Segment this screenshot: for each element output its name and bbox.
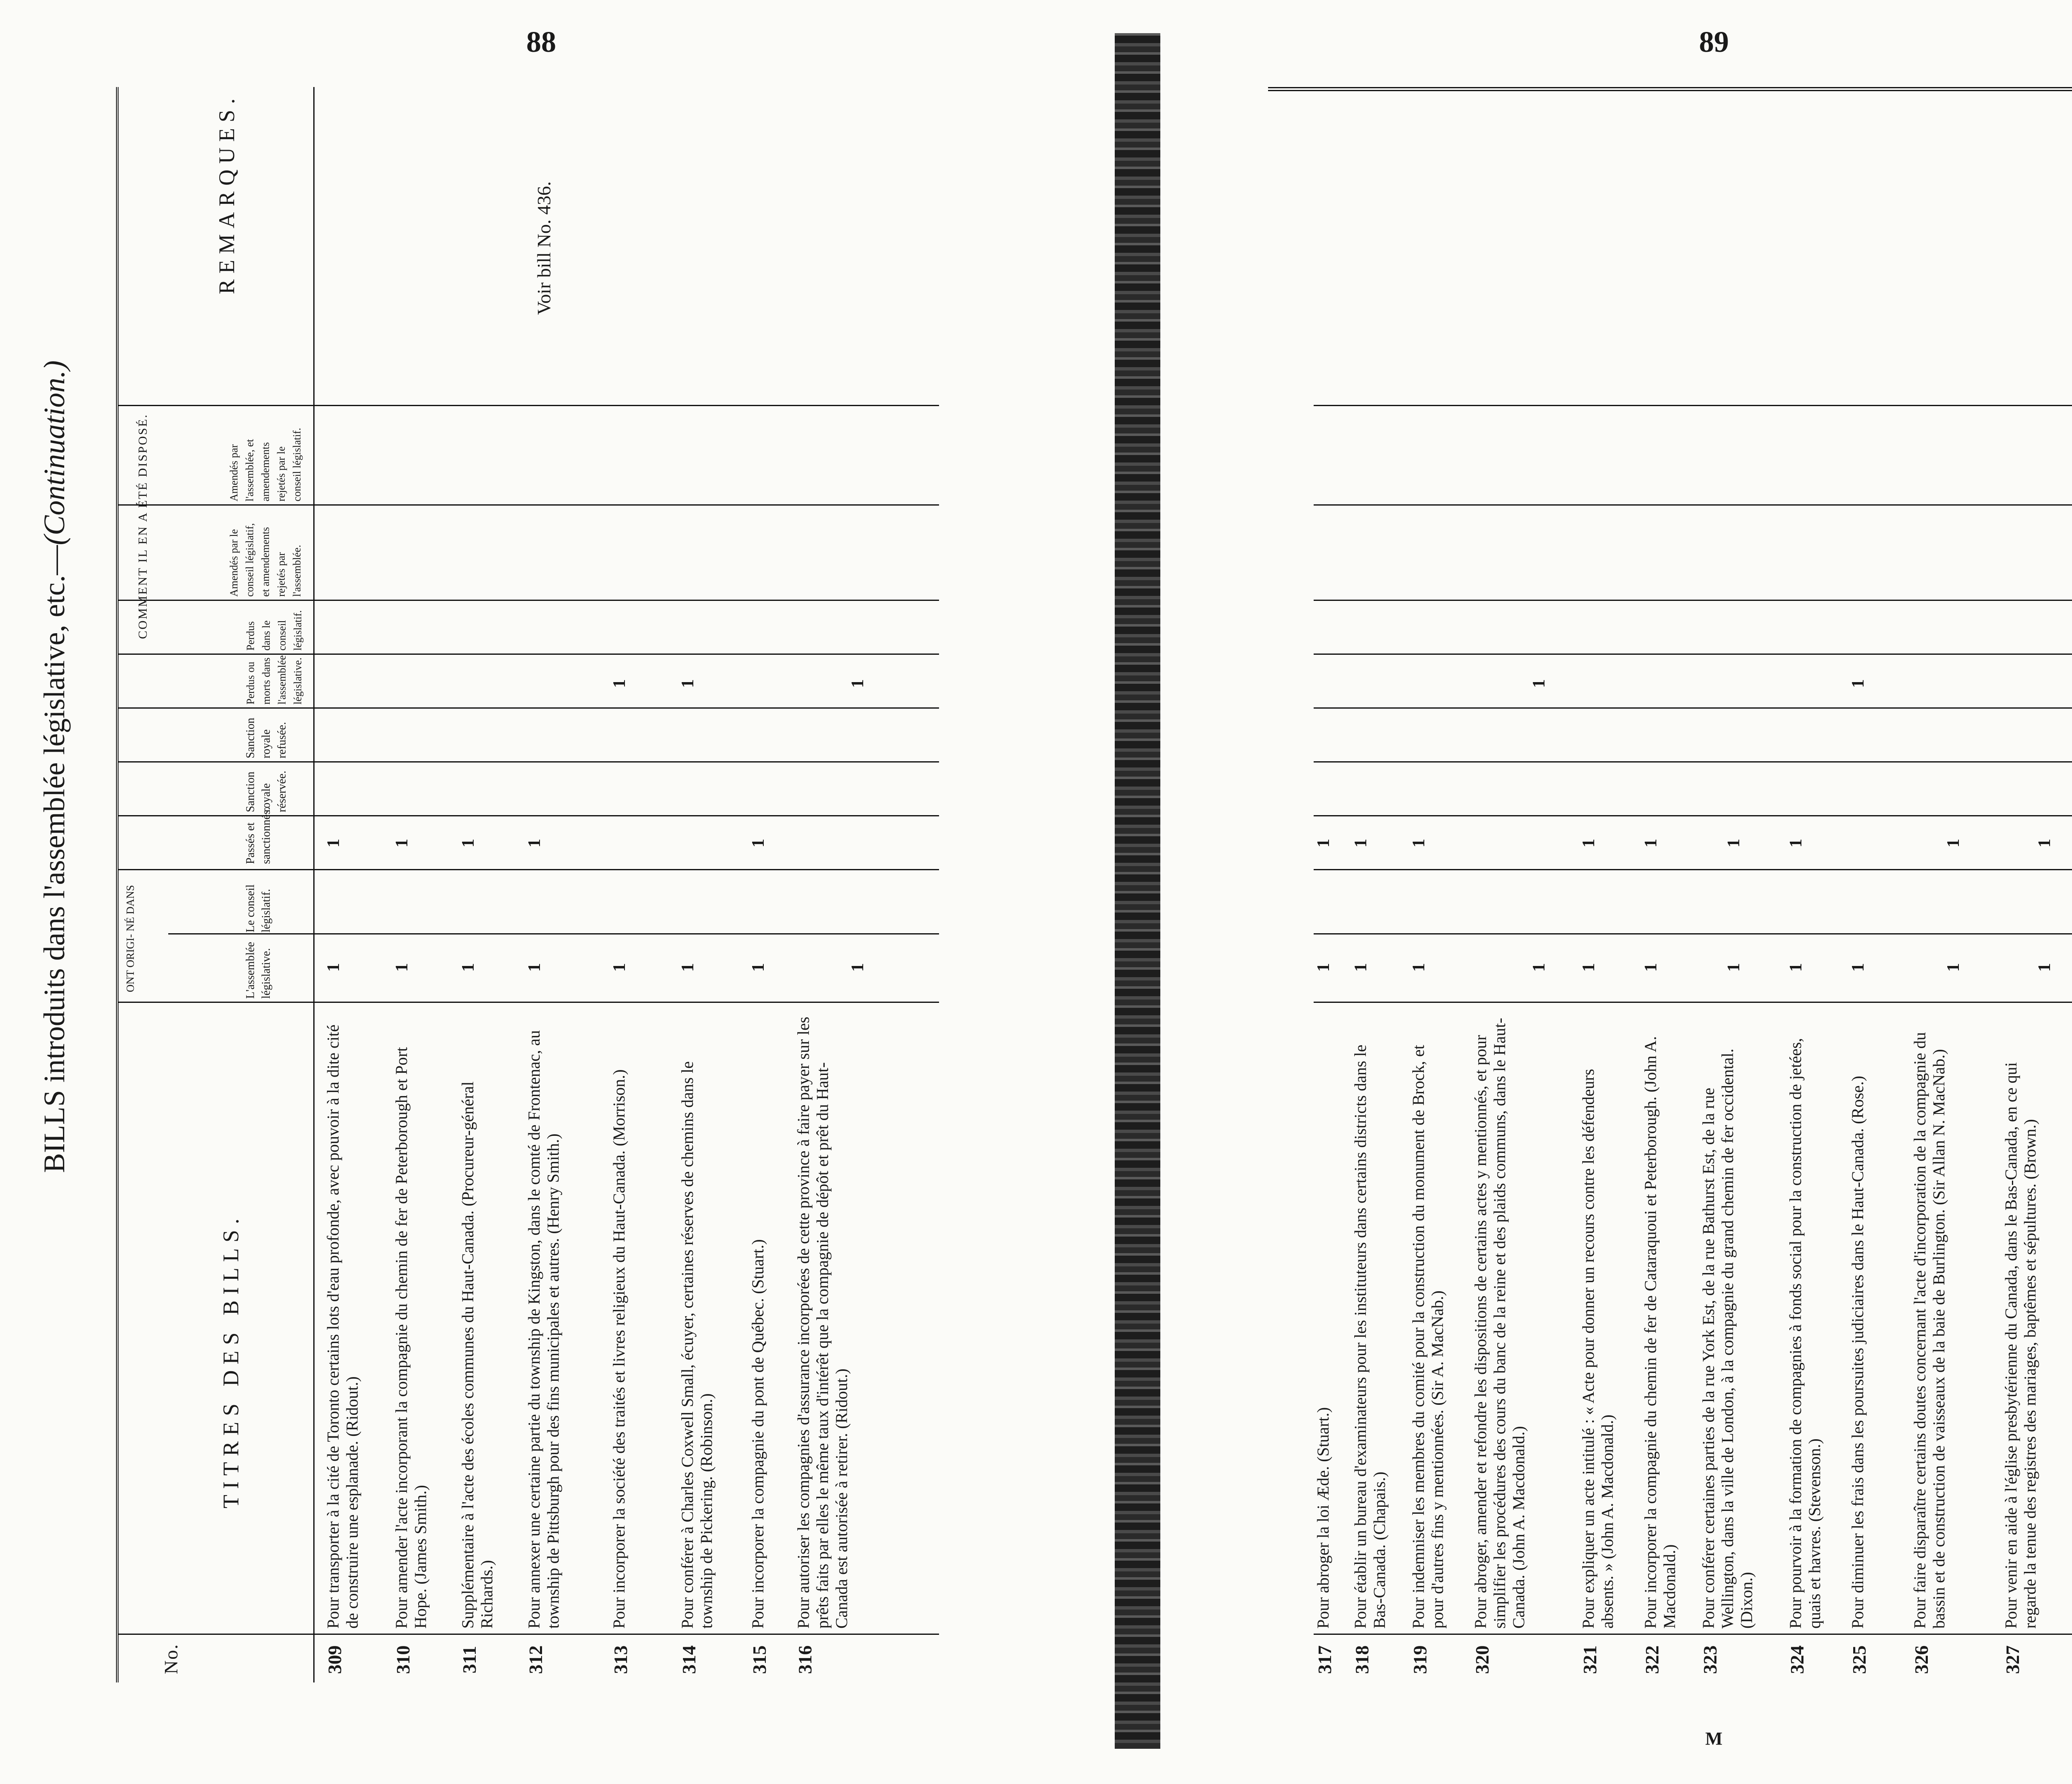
bill-title: Supplémentaire à l'acte des écoles communes du Haut-Canada. (Procureur-général Richards.) — [458, 1081, 496, 1629]
book-gutter — [1115, 33, 1160, 1749]
mark-perdus: 1 — [848, 679, 867, 688]
col-rule — [119, 707, 939, 709]
mark-passes: 1 — [2035, 839, 2054, 847]
col-rule — [119, 600, 939, 601]
mark-passes: 1 — [324, 839, 343, 847]
mark-passes: 1 — [525, 839, 544, 847]
bill-title: Pour expliquer un acte intitulé : « Acte pour donner un recours contre les défendeurs absents. » (John A. Macdonald.) — [1579, 1069, 1617, 1629]
signature-mark: M — [1705, 1728, 1723, 1749]
mark-assemblee: 1 — [1579, 963, 1598, 972]
bill-title: Pour transporter à la cité de Toronto certains lots d'eau profonde, avec pouvoir à la dite cité de construire une esplanade. (Ridout.) — [324, 1024, 361, 1629]
header-conseil: Le conseil législatif. — [244, 884, 273, 932]
page-number: 89 — [1699, 25, 1729, 58]
bills-table — [1314, 87, 2072, 1682]
header-comment: COMMENT IL EN A ÉTÉ DISPOSÉ. — [136, 413, 150, 639]
col-rule — [119, 869, 939, 870]
mark-perdus: 1 — [1849, 679, 1868, 688]
col-rule — [119, 405, 939, 406]
col-rule — [1314, 707, 2072, 709]
mark-passes: 1 — [459, 839, 478, 847]
mark-assemblee: 1 — [1944, 963, 1963, 972]
mark-passes: 1 — [749, 839, 768, 847]
header-assemblee: L'assemblée législative. — [244, 942, 273, 999]
header-amendes-conseil: Amendés par le conseil législatif, et amendements rejetés par l'assemblée. — [228, 523, 303, 597]
bill-title: Pour abroger la loi Æde. (Stuart.) — [1314, 1407, 1332, 1629]
right-rotated-table — [1185, 50, 2072, 1707]
bill-number: 313 — [610, 1645, 631, 1674]
col-rule — [119, 654, 939, 655]
bill-title: Pour annexer une certaine partie du township de Kingston, dans le comté de Frontenac, au township de Pittsburgh pour des fins municipales et autres. (Henry Smith.) — [525, 1030, 562, 1629]
col-rule — [1314, 1002, 2072, 1003]
header-perdus-conseil: Perdus dans le conseil législatif. — [244, 610, 304, 651]
bill-number: 309 — [324, 1645, 345, 1674]
mark-assemblee: 1 — [392, 963, 411, 972]
bill-title: Pour incorporer la compagnie du chemin de fer de Cataraquoui et Peterborough. (John A. Macdonald.) — [1641, 1036, 1679, 1629]
remark-text: Voir bill No. 436. — [533, 181, 554, 315]
bill-title: Pour incorporer la société des traités et livres religieux du Haut-Canada. (Morrison.) — [610, 1069, 628, 1629]
mark-assemblee: 1 — [525, 963, 544, 972]
bill-number: 317 — [1314, 1645, 1335, 1674]
mark-passes: 1 — [1314, 839, 1333, 847]
mark-assemblee: 1 — [324, 963, 343, 972]
bill-title: Pour conférer certaines parties de la rue York Est, de la rue Bathurst Est, de la rue Wellington, dans la ville de London, à la compagnie du grand chemin de fer occidental. (Dixon.) — [1699, 1048, 1756, 1629]
col-rule — [119, 761, 939, 762]
mark-assemblee: 1 — [1724, 963, 1743, 972]
bill-title: Pour amender l'acte incorporant la compagnie du chemin de fer de Peterborough et Port Hope. (James Smith.) — [392, 1047, 430, 1629]
left-rotated-table — [0, 50, 995, 1707]
col-rule — [1314, 869, 2072, 870]
running-title-continuation: (Continuation.) — [38, 360, 71, 545]
mark-passes: 1 — [1786, 839, 1806, 847]
col-rule — [1314, 1634, 2072, 1635]
header-remarques: REMARQUES. — [214, 92, 239, 294]
col-rule — [119, 815, 939, 816]
bill-title: Pour abroger, amender et refondre les dispositions de certains actes y mentionnés, et pour simplifier les procédures des cours du banc de la reine et des plaids communs, dans le Haut-Canada. (John A. Macdonald.) — [1471, 1017, 1528, 1629]
bill-number: 311 — [459, 1646, 480, 1674]
bill-title: Pour venir en aide à l'église presbytérienne du Canada, dans le Bas-Canada, en ce qui regarde la tenue des registres des mariages, baptêmes et sépultures. (Brown.) — [2002, 1062, 2039, 1629]
mark-assemblee: 1 — [678, 963, 697, 972]
mark-assemblee: 1 — [459, 963, 478, 972]
mark-passes: 1 — [1351, 839, 1370, 847]
bill-title: Pour faire disparaître certains doutes concernant l'acte d'incorporation de la compagnie du bassin et de construction de vaisseaux de la baie de Burlington. (Sir Allan N. MacNab.) — [1910, 1032, 1948, 1629]
col-rule — [1314, 933, 2072, 934]
mark-assemblee: 1 — [1641, 963, 1661, 972]
bill-number: 323 — [1699, 1645, 1721, 1674]
mark-perdus: 1 — [678, 679, 697, 688]
bill-number: 315 — [749, 1645, 770, 1674]
col-rule — [1314, 405, 2072, 406]
header-reservee: Sanction royale réservée. — [244, 770, 288, 812]
mark-assemblee: 1 — [1314, 963, 1333, 972]
bill-title: Pour établir un bureau d'examinateurs pour les instituteurs dans certains districts dans le Bas-Canada. (Chapais.) — [1351, 1044, 1389, 1629]
header-refusee: Sanction royale refusée. — [244, 718, 288, 758]
mark-assemblee: 1 — [2035, 963, 2054, 972]
bill-number: 324 — [1786, 1645, 1808, 1674]
running-title — [37, 41, 72, 1492]
bill-number: 319 — [1409, 1645, 1431, 1674]
header-amendes-assemblee: Amendés par l'assemblée, et amendements rejetés par le conseil législatif. — [228, 428, 303, 501]
bill-number: 325 — [1849, 1645, 1870, 1674]
header-ont-origine: ONT ORIGI- NÉ DANS — [124, 885, 136, 992]
col-rule — [119, 504, 939, 506]
bill-number: 318 — [1351, 1645, 1372, 1674]
col-rule — [1314, 815, 2072, 816]
bill-number: 322 — [1641, 1645, 1663, 1674]
bill-title: Pour pourvoir à la formation de compagnies à fonds social pour la construction de jetées, quais et havres. (Stevenson.) — [1786, 1038, 1824, 1629]
mark-assemblee: 1 — [1786, 963, 1806, 972]
bills-table — [116, 87, 939, 1682]
mark-assemblee: 1 — [1530, 963, 1549, 972]
mark-passes: 1 — [1409, 839, 1428, 847]
col-rule — [119, 1002, 939, 1003]
mark-passes: 1 — [392, 839, 411, 847]
bill-number: 310 — [392, 1645, 414, 1674]
bill-title: Pour diminuer les frais dans les poursuites judiciaires dans le Haut-Canada. (Rose.) — [1848, 1075, 1867, 1629]
mark-assemblee: 1 — [848, 963, 867, 972]
page-number: 88 — [526, 25, 556, 58]
bill-number: 326 — [1911, 1645, 1932, 1674]
col-rule — [1314, 600, 2072, 601]
col-rule — [1314, 504, 2072, 506]
bill-title: Pour indemniser les membres du comité pour la construction du monument de Brock, et pour d'autres fins y mentionnées. (Sir A. MacNab.) — [1409, 1045, 1447, 1629]
col-rule — [119, 1634, 939, 1635]
header-no: No. — [160, 1644, 182, 1674]
right-page — [1185, 0, 2072, 1784]
header-divider — [313, 87, 315, 1682]
mark-perdus: 1 — [1530, 679, 1549, 688]
mark-assemblee: 1 — [749, 963, 768, 972]
bill-number: 321 — [1579, 1645, 1600, 1674]
bill-title: Pour incorporer la compagnie du pont de Québec. (Stuart.) — [748, 1239, 767, 1629]
col-rule — [168, 933, 939, 934]
header-titres: TITRES DES BILLS. — [218, 1213, 243, 1508]
header-passes: Passés et sanctionnés. — [244, 807, 273, 864]
mark-assemblee: 1 — [1409, 963, 1428, 972]
mark-passes: 1 — [1944, 839, 1963, 847]
bill-number: 314 — [678, 1645, 700, 1674]
mark-perdus: 1 — [610, 679, 629, 688]
running-title-main: BILLS introduits dans l'assemblée législative, etc.— — [38, 545, 71, 1173]
bill-number: 312 — [525, 1645, 546, 1674]
header-perdus-assemblee: Perdus ou morts dans l'assemblée législative. — [244, 655, 304, 704]
bill-number: 320 — [1472, 1645, 1493, 1674]
mark-passes: 1 — [1724, 839, 1743, 847]
mark-assemblee: 1 — [1351, 963, 1370, 972]
mark-assemblee: 1 — [610, 963, 629, 972]
mark-passes: 1 — [1641, 839, 1661, 847]
bill-number: 316 — [794, 1645, 816, 1674]
bill-title: Pour conférer à Charles Coxwell Small, écuyer, certaines réserves de chemins dans le township de Pickering. (Robinson.) — [678, 1061, 716, 1629]
bill-title: Pour autoriser les compagnies d'assurance incorporées de cette province à faire payer sur les prêts faits par elles le même taux d'intérêt que la compagnie de dépôt et prêt du Haut-Canada est autorisée à retirer. (Ridout.) — [794, 1017, 851, 1629]
bill-number: 327 — [2002, 1645, 2023, 1674]
col-rule — [1314, 761, 2072, 762]
col-rule — [1314, 654, 2072, 655]
mark-assemblee: 1 — [1849, 963, 1868, 972]
mark-passes: 1 — [1579, 839, 1598, 847]
